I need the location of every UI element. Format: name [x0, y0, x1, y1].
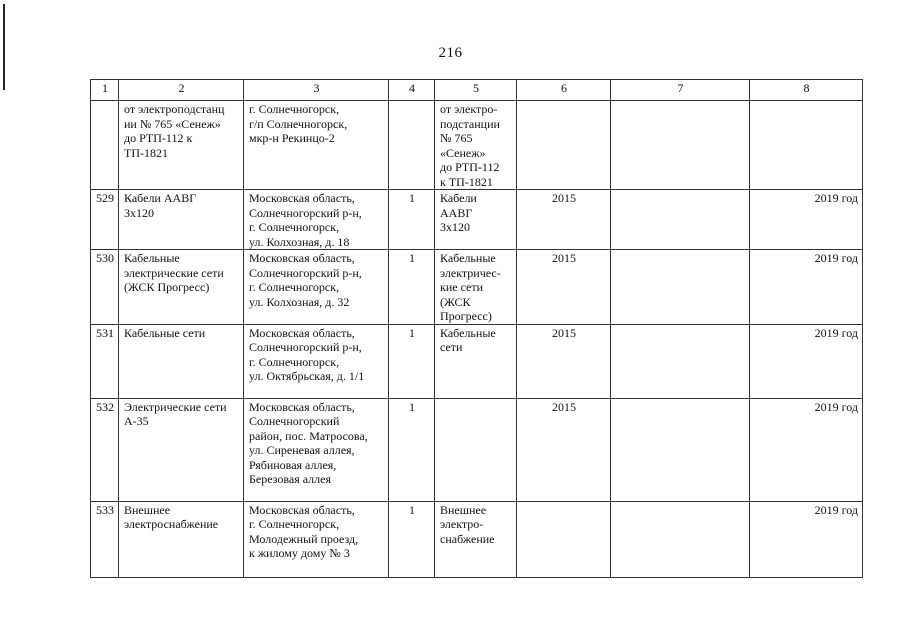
cell-line: Московская область,: [249, 502, 355, 517]
cell-line: Березовая аллея: [249, 472, 331, 486]
cell-line: ии № 765 «Сенеж»: [124, 116, 221, 131]
cell-line: Кабельные: [440, 251, 496, 265]
registry-table: [90, 79, 863, 578]
cell-line: № 765: [440, 131, 473, 145]
cell-line: ул. Сиреневая аллея,: [249, 443, 355, 457]
description-cell: [435, 501, 517, 577]
cell-line: Кабельные сети: [124, 325, 206, 340]
cell-line: к ТП-1821: [440, 174, 493, 189]
cell-line: Московская область,: [249, 191, 355, 205]
cell-line: г. Солнечногорск,: [249, 220, 340, 234]
cell-line: (ЖСК Прогресс): [124, 280, 210, 294]
cell-line: электричес-: [440, 265, 501, 280]
quantity-cell: 1: [389, 398, 435, 501]
description-cell: [435, 250, 517, 325]
row-number-cell: [91, 398, 119, 501]
cell-line: Московская область,: [249, 251, 355, 265]
year-cell: 2015: [517, 398, 611, 501]
cell-line: к жилому дому № 3: [249, 546, 350, 560]
cell-line: Прогресс): [440, 309, 492, 323]
cell-line: 3х120: [440, 220, 470, 234]
cell-line: (ЖСК: [440, 294, 471, 309]
address-cell: [244, 324, 389, 398]
quantity-cell: 1: [389, 250, 435, 325]
cell-line: до РТП-112 к: [124, 131, 193, 145]
header-cell-5: 5: [435, 80, 517, 101]
cell-line: Рябиновая аллея,: [249, 457, 337, 472]
year-cell: [517, 501, 611, 577]
empty-cell: [611, 101, 750, 190]
row-number-cell: [91, 190, 119, 250]
cell-line: ТП-1821: [124, 145, 168, 160]
empty-cell: [611, 398, 750, 501]
cell-line: Кабели: [440, 191, 477, 205]
cell-line: 3х120: [124, 205, 154, 220]
cell-line: ул. Колхозная, д. 32: [249, 294, 350, 309]
row-number-cell: [91, 501, 119, 577]
registration-cell: 2019 год: [750, 501, 863, 577]
row-number-cell: [91, 324, 119, 398]
cell-line: от электроподстанц: [124, 102, 225, 116]
address-cell: [244, 101, 389, 190]
table-row: [91, 324, 863, 398]
empty-cell: [611, 501, 750, 577]
cell-line: ул. Колхозная, д. 18: [249, 234, 350, 249]
object-name-cell: [119, 250, 244, 325]
cell-line: район, пос. Матросова,: [249, 428, 368, 443]
object-name-cell: [119, 190, 244, 250]
year-cell: 2015: [517, 250, 611, 325]
cell-line: электро-: [440, 517, 484, 531]
cell-line: 529: [96, 191, 114, 205]
table-row: [91, 190, 863, 250]
empty-cell: [611, 250, 750, 325]
object-name-cell: [119, 501, 244, 577]
cell-line: от электро-: [440, 102, 498, 116]
cell-line: Кабели ААВГ: [124, 191, 197, 205]
cell-line: Электрические сети: [124, 399, 227, 414]
row-number-cell: [91, 101, 119, 190]
cell-line: кие сети: [440, 280, 484, 294]
address-cell: [244, 190, 389, 250]
cell-line: Солнечногорский: [249, 414, 340, 428]
year-cell: 2015: [517, 324, 611, 398]
cell-line: Кабельные: [124, 251, 180, 265]
cell-line: Кабельные: [440, 325, 496, 340]
cell-line: до РТП-112: [440, 160, 500, 174]
cell-line: «Сенеж»: [440, 145, 486, 160]
table-row: [91, 501, 863, 577]
page-number: 216: [438, 45, 463, 61]
cell-line: 532: [96, 399, 114, 414]
header-cell-2: 2: [119, 80, 244, 101]
header-cell-4: 4: [389, 80, 435, 101]
cell-line: Внешнее: [440, 502, 487, 517]
cell-line: г/п Солнечногорск,: [249, 116, 348, 131]
quantity-cell: 1: [389, 190, 435, 250]
cell-line: А-35: [124, 414, 149, 428]
registration-cell: 2019 год: [750, 324, 863, 398]
table-row: [91, 101, 863, 190]
registration-cell: [750, 101, 863, 190]
year-cell: [517, 101, 611, 190]
cell-line: г. Солнечногорск,: [249, 280, 340, 294]
header-cell-8: 8: [750, 80, 863, 101]
cell-line: мкр-н Рекинцо-2: [249, 131, 335, 145]
row-number-cell: [91, 250, 119, 325]
cell-line: электроснабжение: [124, 517, 219, 531]
table-row: [91, 398, 863, 501]
cell-line: подстанции: [440, 116, 500, 131]
cell-line: Внешнее: [124, 502, 171, 517]
table-row: [91, 250, 863, 325]
description-cell: [435, 190, 517, 250]
empty-cell: [611, 324, 750, 398]
registration-cell: 2019 год: [750, 190, 863, 250]
header-cell-7: 7: [611, 80, 750, 101]
cell-line: 533: [96, 502, 114, 517]
cell-line: г. Солнечногорск,: [249, 102, 340, 116]
cell-line: г. Солнечногорск,: [249, 354, 340, 369]
cell-line: электрические сети: [124, 265, 224, 280]
cell-line: снабжение: [440, 531, 495, 546]
cell-line: Солнечногорский р-н,: [249, 265, 362, 280]
quantity-cell: 1: [389, 324, 435, 398]
cell-line: 531: [96, 325, 114, 340]
header-cell-1: 1: [91, 80, 119, 101]
description-cell: [435, 398, 517, 501]
object-name-cell: [119, 324, 244, 398]
address-cell: [244, 250, 389, 325]
empty-cell: [611, 190, 750, 250]
header-cell-6: 6: [517, 80, 611, 101]
cell-line: Солнечногорский р-н,: [249, 205, 362, 220]
description-cell: [435, 324, 517, 398]
cell-line: Молодежный проезд,: [249, 531, 359, 546]
object-name-cell: [119, 101, 244, 190]
header-cell-3: 3: [244, 80, 389, 101]
cell-line: ААВГ: [440, 205, 473, 220]
cell-line: г. Солнечногорск,: [249, 517, 340, 531]
address-cell: [244, 398, 389, 501]
year-cell: 2015: [517, 190, 611, 250]
cell-line: Московская область,: [249, 325, 355, 340]
quantity-cell: [389, 101, 435, 190]
cell-line: Московская область,: [249, 399, 355, 414]
cell-line: 530: [96, 251, 114, 265]
registration-cell: 2019 год: [750, 398, 863, 501]
cell-line: Солнечногорский р-н,: [249, 340, 362, 354]
cell-line: ул. Октябрьская, д. 1/1: [249, 369, 365, 383]
cell-line: сети: [440, 340, 463, 354]
registration-cell: 2019 год: [750, 250, 863, 325]
quantity-cell: 1: [389, 501, 435, 577]
header-row: [91, 80, 863, 101]
address-cell: [244, 501, 389, 577]
description-cell: [435, 101, 517, 190]
object-name-cell: [119, 398, 244, 501]
